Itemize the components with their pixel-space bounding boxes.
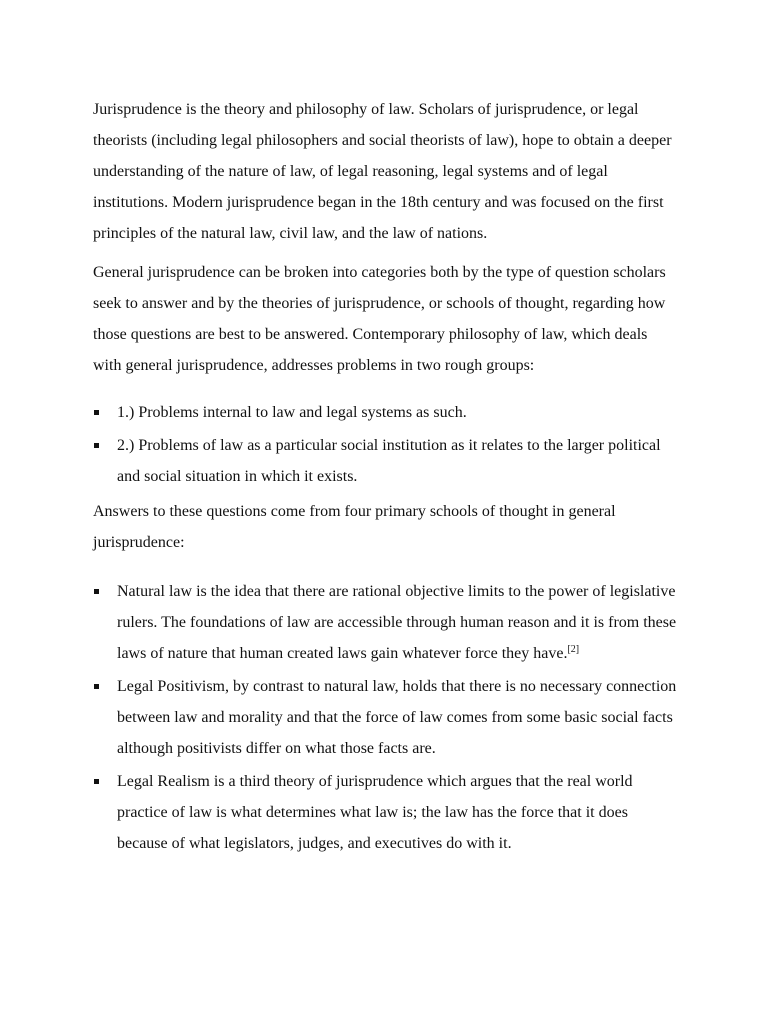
intro-paragraph: Jurisprudence is the theory and philosophy of law. Scholars of jurisprudence, or legal theorists (including legal philosophers and social theorists of law), hope to obtain a deeper understanding of the nature of law, of legal reasoning, legal systems and of legal institutions. Modern jurisprudence began in the 18th century and was focused on the first principles of the natural law, civil law, and the law of nations. (93, 101, 672, 242)
list-item (93, 430, 678, 492)
list-item-text: Legal Positivism, by contrast to natural law, holds that there is no necessary connection between law and morality and that the force of law comes from some basic social facts although positivists differ on what those facts are. (117, 678, 677, 757)
list-item-text: Natural law is the idea that there are rational objective limits to the power of legislative rulers. The foundations of law are accessible through human reason and it is from these laws of nature that human created laws gain whatever force they have. (117, 583, 677, 662)
list-item-text: 1.) Problems internal to law and legal systems as such. (117, 404, 467, 421)
general-jurisprudence-paragraph: General jurisprudence can be broken into categories both by the type of question scholars seek to answer and by the theories of jurisprudence, or schools of thought, regarding how those questions are best to be answered. Contemporary philosophy of law, which deals with general jurisprudence, addresses problems in two rough groups: (93, 264, 666, 374)
document-body (93, 94, 678, 863)
problem-groups-list (93, 397, 678, 492)
bullet-icon (94, 443, 99, 448)
bullet-icon (94, 684, 99, 689)
list-item-legal-realism (93, 766, 678, 859)
schools-intro-paragraph: Answers to these questions come from four primary schools of thought in general jurisprudence: (93, 503, 616, 551)
list-item (93, 397, 678, 428)
schools-of-thought-list (93, 576, 678, 859)
bullet-icon (94, 589, 99, 594)
list-item-legal-positivism (93, 671, 678, 764)
list-item-text: 2.) Problems of law as a particular social institution as it relates to the larger political and social situation in which it exists. (117, 437, 661, 485)
list-item-natural-law (93, 576, 678, 669)
bullet-icon (94, 410, 99, 415)
footnote-reference[interactable]: [2] (567, 644, 580, 655)
list-item-text: Legal Realism is a third theory of jurisprudence which argues that the real world practice of law is what determines what law is; the law has the force that it does because of what legislators, judges, and executives do with it. (117, 773, 633, 852)
bullet-icon (94, 779, 99, 784)
